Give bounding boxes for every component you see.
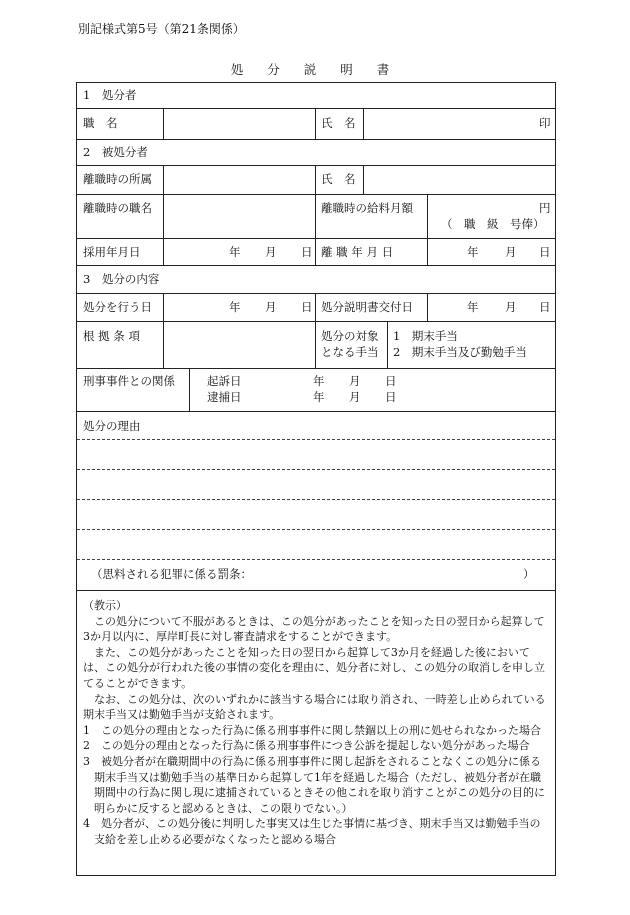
affiliation-label: 離職時の所属: [83, 172, 152, 186]
criminal-label: 刑事事件との関係: [83, 374, 175, 388]
rule: [77, 265, 555, 266]
indictment-label: 起訴日: [207, 374, 242, 388]
document-title: 処 分 説 明 書: [230, 62, 400, 77]
action-year: 年: [229, 300, 241, 314]
rule: [77, 590, 555, 591]
target-item-2: 2 期末手当及び勤勉手当: [393, 345, 527, 359]
appeal-notice: [83, 598, 551, 848]
indictment-month: 月: [349, 374, 361, 388]
rule: [77, 321, 555, 322]
notice-item: 4 処分者が、この処分後に判明した事実又は生じた事情に基づき、期末手当又は勤勉手当の支給を差し止める必要がなくなったと認める場合: [83, 817, 541, 846]
hire-year: 年: [229, 245, 241, 259]
reason-line: [77, 499, 555, 500]
action-date-label: 処分を行う日: [83, 300, 152, 314]
action-day: 日: [301, 300, 313, 314]
rule: [77, 139, 555, 140]
delivery-date-label: 処分説明書交付日: [321, 300, 413, 314]
notice-item: 1 この処分の理由となった行為に係る刑事事件に関し禁錮以上の刑に処せられなかった場合: [83, 723, 541, 737]
leave-year: 年: [467, 245, 479, 259]
form-frame: [76, 82, 556, 876]
rule: [315, 108, 316, 139]
rule: [427, 293, 428, 321]
post-label: 職 名: [83, 116, 118, 130]
grade-note: （ 職 級 号俸）: [441, 217, 545, 231]
reason-line: [77, 469, 555, 470]
rule: [77, 368, 555, 369]
arrest-month: 月: [349, 390, 361, 404]
rule: [189, 368, 190, 411]
penalty-close: ）: [523, 567, 535, 581]
penalty-note: （思料される犯罪に係る罰条：: [91, 567, 252, 581]
form-reference: 別記様式第5号（第21条関係）: [78, 22, 245, 36]
former-post-label: 離職時の職名: [83, 201, 152, 215]
seal-mark: 印: [539, 116, 551, 130]
rule: [315, 293, 316, 368]
notice-item: 2 この処分の理由となった行為に係る刑事事件につき公訴を提起しない処分があった場合: [83, 739, 530, 753]
reason-heading: 処分の理由: [83, 419, 141, 433]
rule: [315, 165, 316, 265]
delivery-day: 日: [539, 300, 551, 314]
notice-paragraph: この処分について不服があるときは、この処分があったことを知った日の翌日から起算して3か月以内に、厚岸町長に対し審査請求をすることができます。: [83, 614, 545, 644]
hire-date-label: 採用年月日: [83, 245, 141, 259]
subject-name-label: 氏 名: [321, 172, 356, 186]
section-1-heading: 1 処分者: [83, 88, 137, 102]
salary-label: 離職時の給料月額: [321, 201, 413, 215]
reason-line: [77, 529, 555, 530]
delivery-year: 年: [467, 300, 479, 314]
rule: [163, 165, 164, 265]
rule: [77, 194, 555, 195]
section-3-heading: 3 処分の内容: [83, 272, 160, 286]
rule: [77, 108, 555, 109]
rule: [363, 165, 364, 194]
hire-day: 日: [301, 245, 313, 259]
rule: [77, 293, 555, 294]
arrest-day: 日: [385, 390, 397, 404]
target-item-1: 1 期末手当: [393, 329, 458, 343]
reason-line: [77, 559, 555, 560]
target-label-2: となる手当: [321, 345, 379, 359]
notice-paragraph: なお、この処分は、次のいずれかに該当する場合には取り消され、一時差し止められている期末手当又は勤勉手当が支給されます。: [83, 692, 546, 722]
arrest-year: 年: [313, 390, 325, 404]
action-month: 月: [265, 300, 277, 314]
leave-date-label: 離 職 年 月 日: [321, 245, 394, 259]
rule: [77, 238, 555, 239]
notice-heading: （教示）: [83, 599, 127, 612]
reason-line: [77, 439, 555, 440]
hire-month: 月: [265, 245, 277, 259]
yen-unit: 円: [539, 201, 551, 215]
rule: [427, 194, 428, 265]
basis-label: 根 拠 条 項: [83, 329, 140, 343]
arrest-label: 逮捕日: [207, 390, 242, 404]
rule: [163, 108, 164, 139]
leave-day: 日: [539, 245, 551, 259]
delivery-month: 月: [505, 300, 517, 314]
indictment-year: 年: [313, 374, 325, 388]
rule: [163, 293, 164, 368]
target-label-1: 処分の対象: [321, 329, 379, 343]
name-label: 氏 名: [321, 116, 356, 130]
notice-item: 3 被処分者が在職期間中の行為に係る刑事事件に関し起訴をされることなくこの処分に係る期末手当又は勤勉手当の基準日から起算して1年を経過した場合（ただし、被処分者が在職期間中の行為に関し現に逮捕されているときその他これを取り消すことがこの処分の目的に明らかに反すると認めるときは、この限りでない。）: [83, 754, 545, 815]
leave-month: 月: [505, 245, 517, 259]
rule: [77, 165, 555, 166]
rule: [77, 411, 555, 412]
rule: [387, 321, 388, 368]
notice-paragraph: また、この処分があったことを知った日の翌日から起算して3か月を経過した後においては、この処分が行われた後の事情の変化を理由に、処分者に対し、この処分の取消しを申し立てることができます。: [83, 645, 545, 690]
section-2-heading: 2 被処分者: [83, 145, 148, 159]
indictment-day: 日: [385, 374, 397, 388]
rule: [363, 108, 364, 139]
